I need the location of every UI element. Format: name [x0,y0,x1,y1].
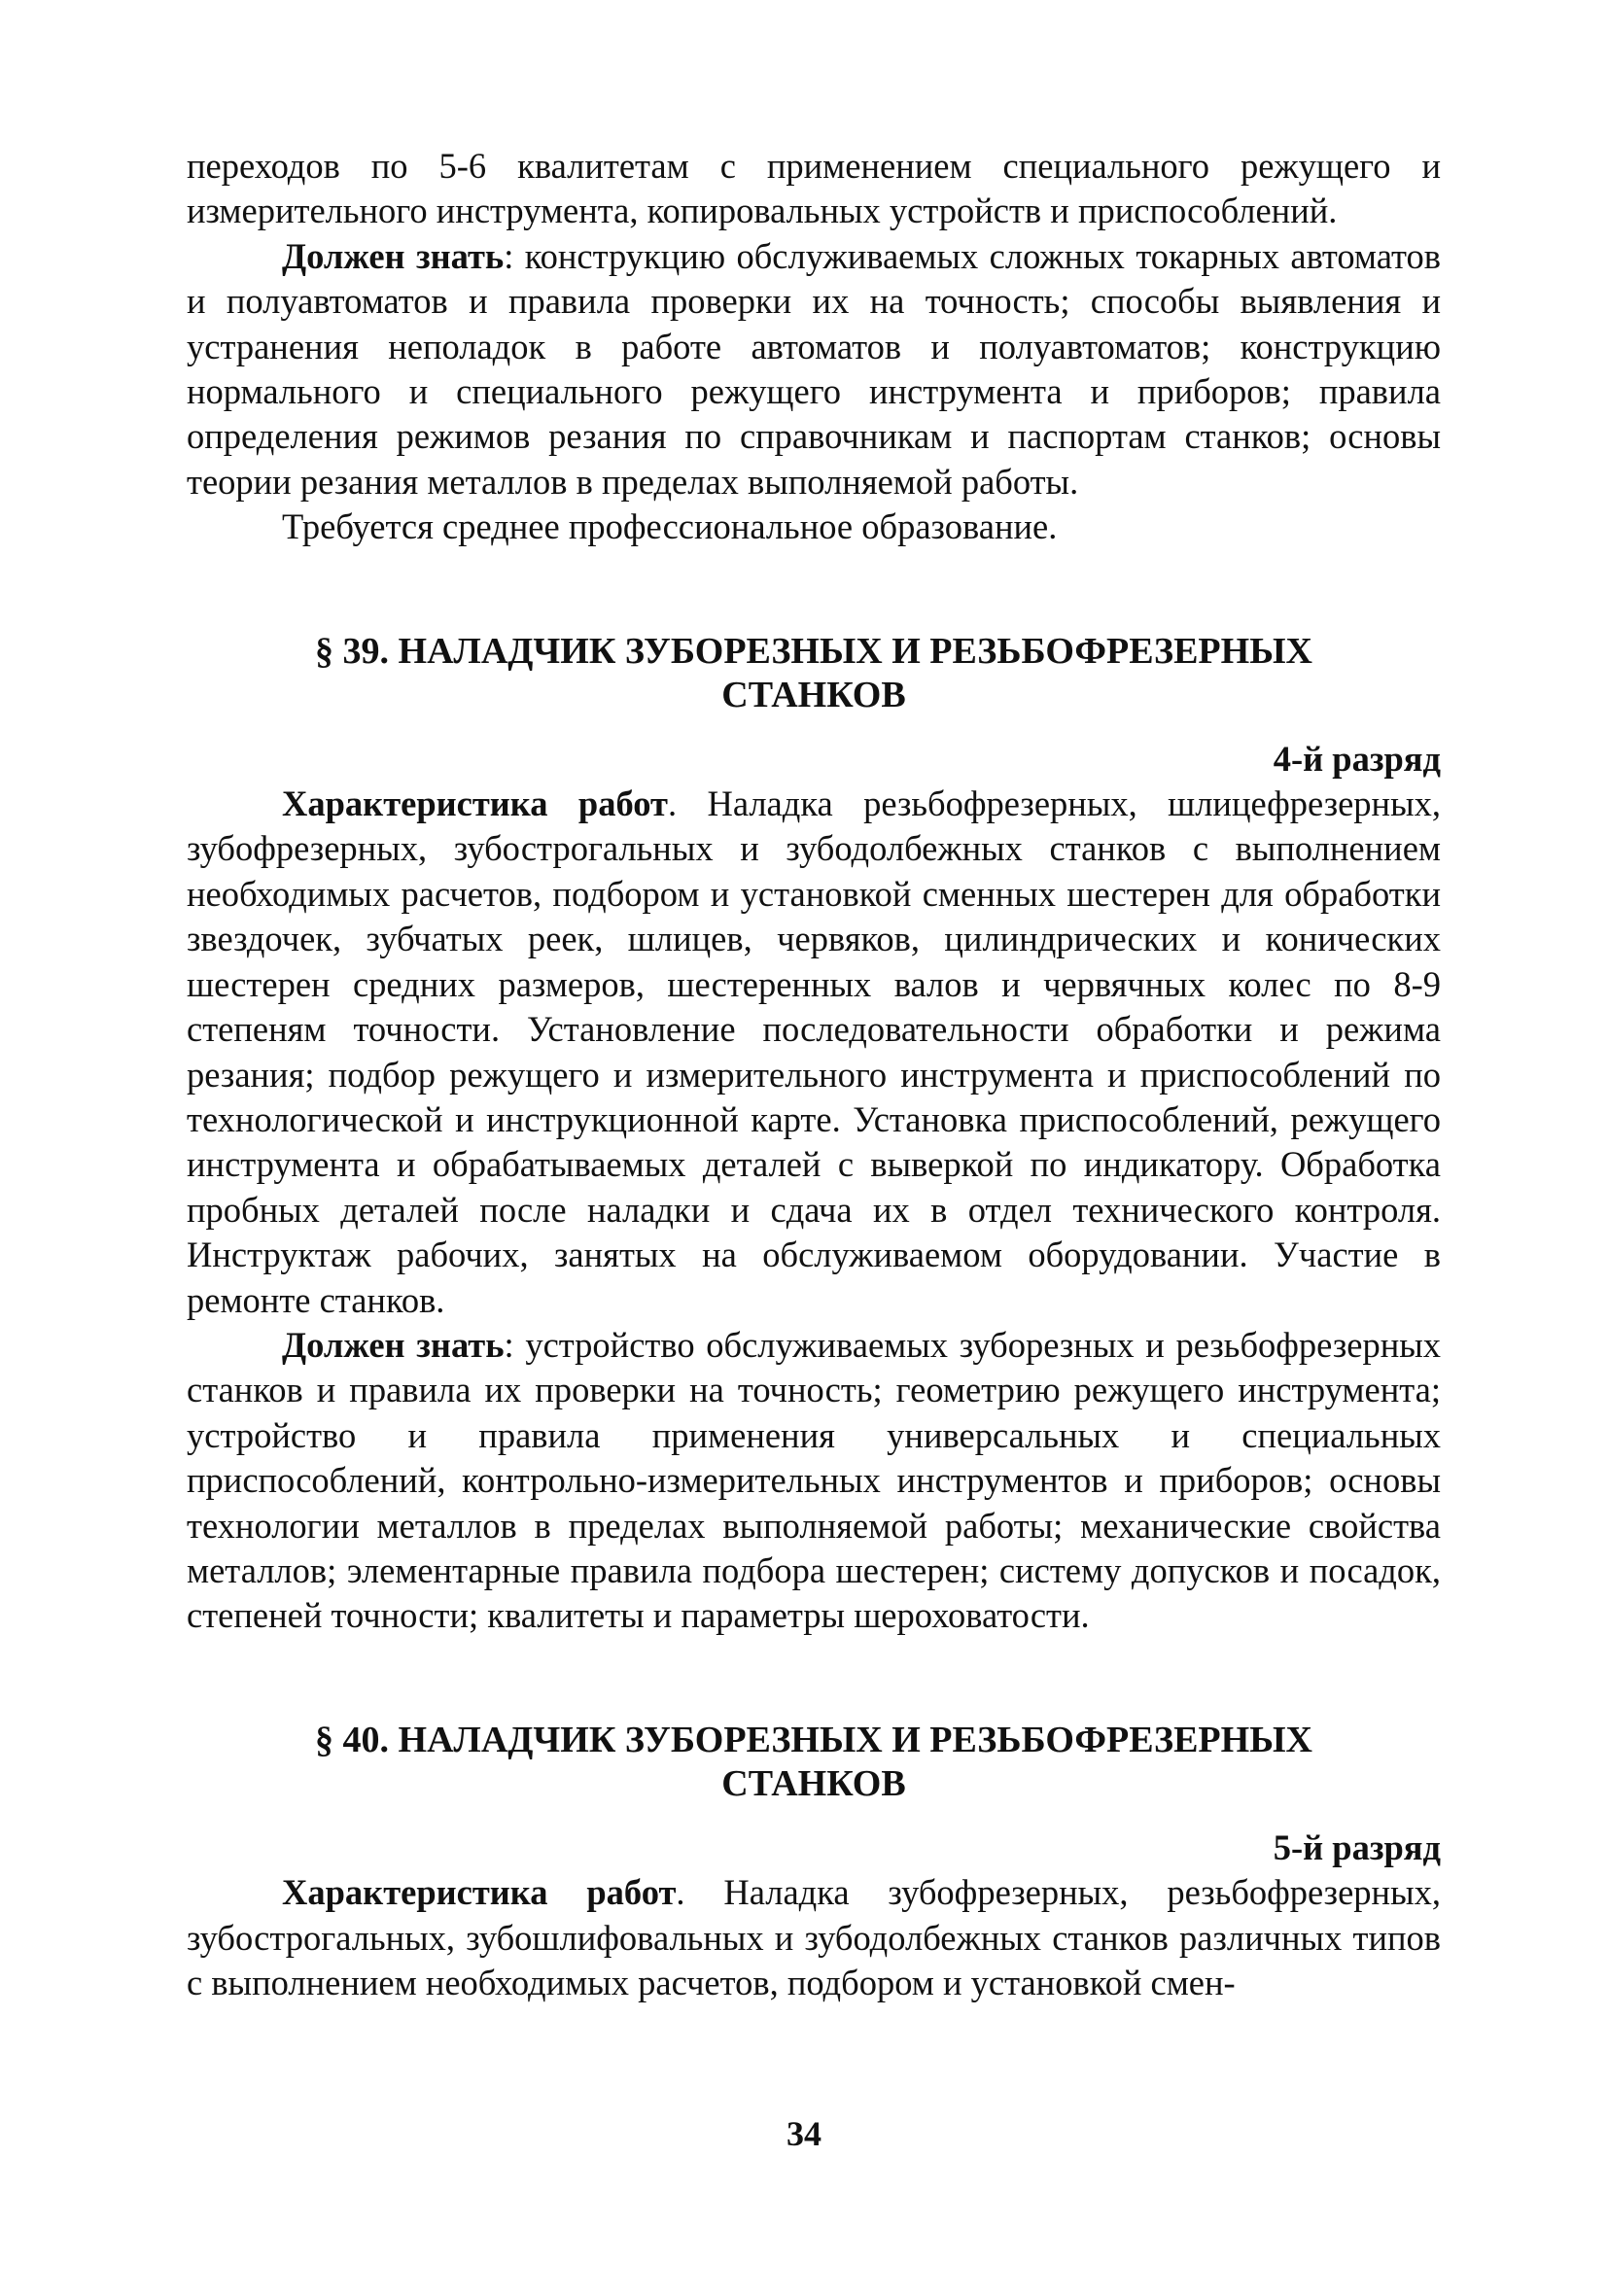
section-39-work-paragraph [187,782,1441,1323]
intro-knowledge-paragraph [187,234,1441,504]
section-40 [187,1719,1441,2006]
section-39-knowledge-label: Должен знать [282,1324,505,1365]
section-39-knowledge-paragraph [187,1323,1441,1639]
section-39-heading [187,630,1441,717]
section-39-title-line1: § 39. НАЛАДЧИК ЗУБОРЕЗНЫХ И РЕЗЬБОФРЕЗЕРНЫХ [315,630,1312,672]
section-40-heading [187,1719,1441,1806]
section-39-grade: 4-й разряд [1273,738,1441,779]
section-39 [187,630,1441,1639]
intro-education-paragraph: Требуется среднее профессиональное образование. [282,506,1058,547]
section-39-work-text: . Наладка резьбофрезерных, шлицефрезерных, зубофрезерных, зубострогальных и зубодолбежных станков с выполнением необходимых расчетов, подбором и установкой сменных шестерен для обработки звездочек, зубчатых реек, шлицев, червяков, цилиндрических и конических шестерен средних размеров, шестеренных валов и червячных колес по 8-9 степеням точности. Установление последовательности обработки и режима резания; подбор режущего и измерительного инструмента и приспособлений по технологической и инструкционной карте. Установка приспособлений, режущего инструмента и обрабатываемых деталей с выверкой по индикатору. Обработка пробных деталей после наладки и сдача их в отдел технического контроля. Инструктаж рабочих, занятых на обслуживаемом оборудовании. Участие в ремонте станков. [187,783,1441,1320]
section-40-title-line1: § 40. НАЛАДЧИК ЗУБОРЕЗНЫХ И РЕЗЬБОФРЕЗЕРНЫХ [315,1719,1312,1760]
section-40-grade: 5-й разряд [1273,1826,1441,1867]
intro-knowledge-text: : конструкцию обслуживаемых сложных токарных автоматов и полуавтоматов и правила проверки их на точность; способы выявления и устранения неполадок в работе автоматов и полуавтоматов; конструкцию нормального и специального режущего инструмента и приборов; правила определения режимов резания по справочникам и паспортам станков; основы теории резания металлов в пределах выполняемой работы. [187,235,1441,502]
intro-continuation-paragraph: переходов по 5-6 квалитетам с применением специального режущего и измерительного инструмента, копировальных устройств и приспособлений. [187,146,1441,231]
page-number: 34 [787,2114,821,2153]
section-39-knowledge-text: : устройство обслуживаемых зуборезных и резьбофрезерных станков и правила их проверки на точность; геометрию режущего инструмента; устройство и правила применения универсальных и специальных приспособлений, контрольно-измерительных инструментов и приборов; основы технологии металлов в пределах выполняемой работы; механические свойства металлов; элементарные правила подбора шестерен; систему допусков и посадок, степеней точности; квалитеты и параметры шероховатости. [187,1324,1441,1636]
section-40-work-label: Характеристика работ [282,1872,677,1913]
section-40-title-line2: СТАНКОВ [721,1762,906,1804]
section-40-work-text: . Наладка зубофрезерных, резьбофрезерных, зубострогальных, зубошлифовальных и зубодолбежных станков различных типов с выполнением необходимых расчетов, подбором и установкой смен- [187,1872,1441,2002]
section-40-work-paragraph [187,1870,1441,2005]
section-39-work-label: Характеристика работ [282,783,668,824]
section-39-title-line2: СТАНКОВ [721,674,906,715]
intro-knowledge-label: Должен знать [282,235,505,276]
